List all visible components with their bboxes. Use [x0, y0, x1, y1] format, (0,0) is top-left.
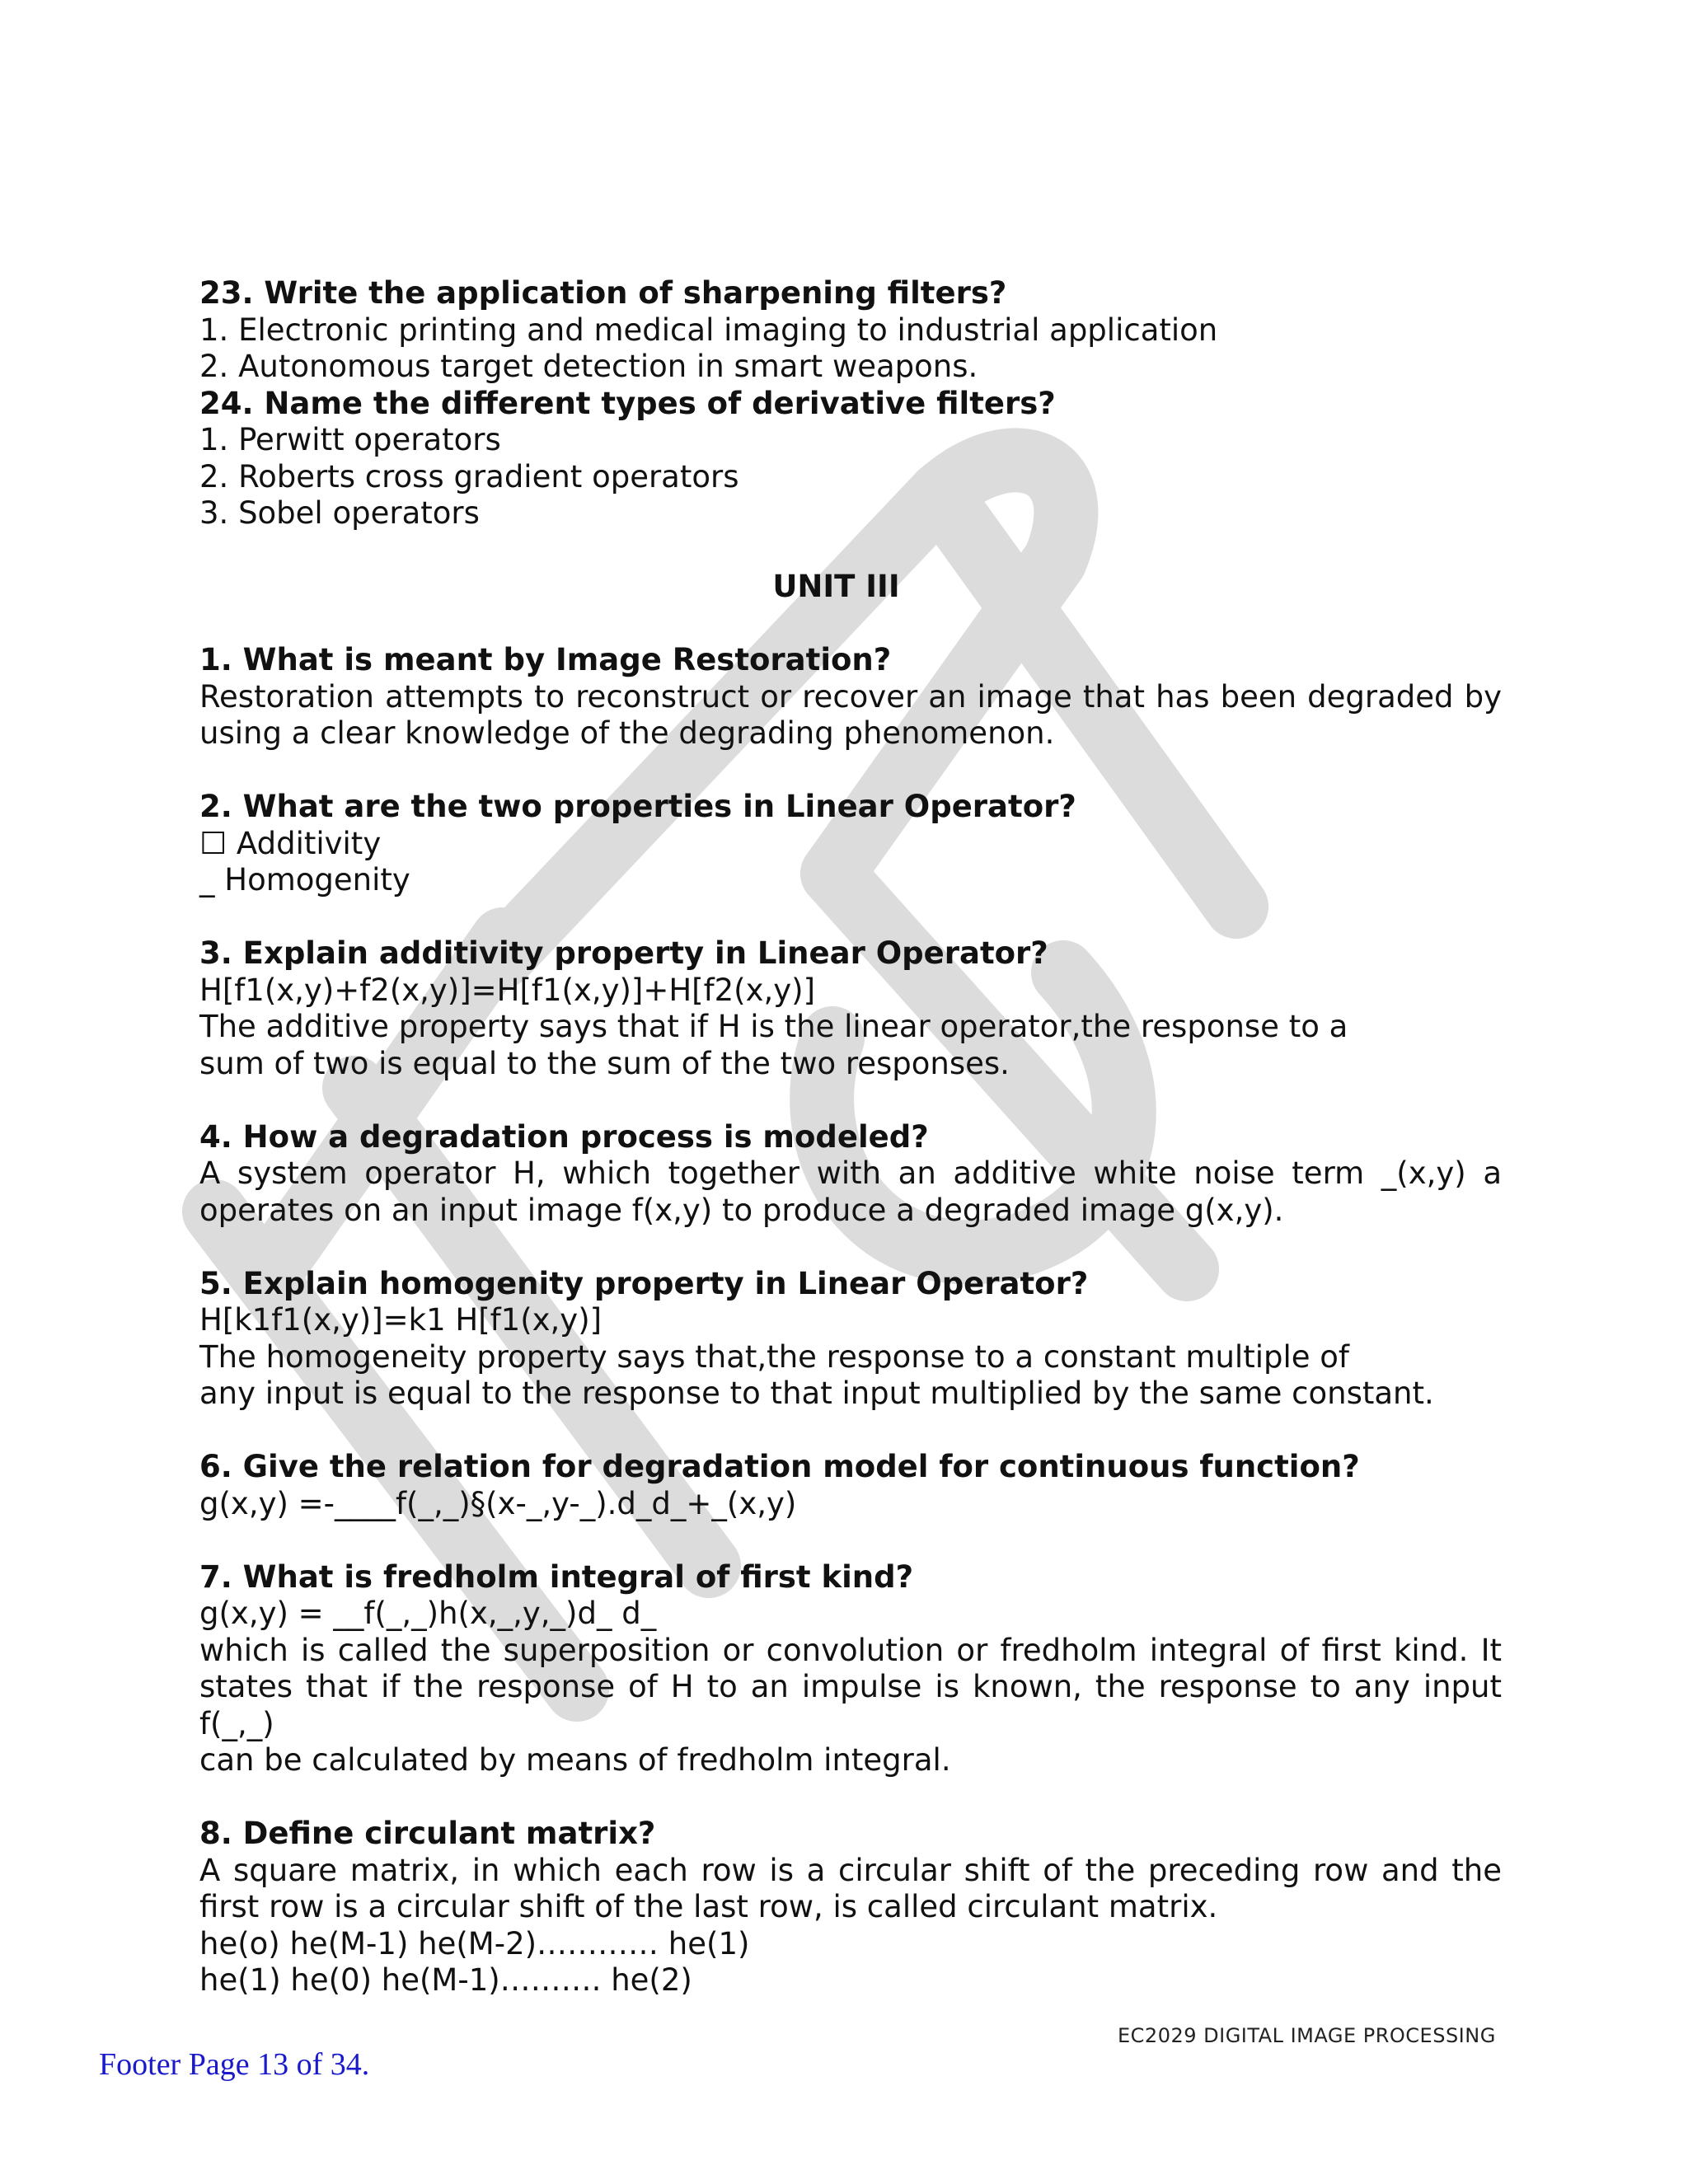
question-5: 5. Explain homogenity property in Linear Operator? [199, 1265, 1089, 1301]
question-24: 24. Name the different types of derivative filters? [199, 385, 1056, 421]
formula: H[f1(x,y)+f2(x,y)]=H[f1(x,y)]+H[f2(x,y)] [199, 972, 816, 1008]
answer-line: 1. Perwitt operators [199, 422, 501, 457]
question-3: 3. Explain additivity property in Linear Operator? [199, 935, 1048, 971]
formula: g(x,y) =-____f(_,_)§(x-_,y-_).d_d_+_(x,y) [199, 1485, 797, 1521]
answer-line: 2. Autonomous target detection in smart weapons. [199, 349, 978, 384]
question-4: 4. How a degradation process is modeled? [199, 1118, 929, 1155]
answer-line: The homogeneity property says that,the response to a constant multiple of [199, 1338, 1349, 1375]
question-1: 1. What is meant by Image Restoration? [199, 642, 892, 677]
answer-paragraph: A square matrix, in which each row is a circular shift of the preceding row and the first row is a circular shift of the last row, is called circulant matrix. [199, 1852, 1502, 1924]
page-footer: Footer Page 13 of 34. [99, 2047, 370, 2082]
answer-line: 3. Sobel operators [199, 495, 480, 531]
answer-line: The additive property says that if H is the linear operator,the response to a [199, 1009, 1348, 1044]
matrix-row: he(o) he(M-1) he(M-2)………… he(1) [199, 1925, 750, 1961]
answer-line: can be calculated by means of fredholm integral. [199, 1742, 951, 1778]
question-6: 6. Give the relation for degradation model for continuous function? [199, 1449, 1360, 1484]
answer-line: sum of two is equal to the sum of the two responses. [199, 1045, 1010, 1081]
answer-line: any input is equal to the response to that input multiplied by the same constant. [199, 1376, 1434, 1411]
unit-heading: UNIT III [772, 569, 900, 604]
question-7: 7. What is fredholm integral of first kind? [199, 1558, 914, 1595]
course-footer: EC2029 DIGITAL IMAGE PROCESSING [1118, 2024, 1496, 2047]
page-body [199, 275, 1502, 1999]
answer-line: ☐ Additivity [199, 825, 382, 861]
answer-line: _ Homogenity [199, 862, 410, 898]
question-23: 23. Write the application of sharpening filters? [199, 275, 1007, 311]
answer-line: 1. Electronic printing and medical imaging to industrial application [199, 312, 1218, 348]
answer-paragraph: A system operator H, which together with an additive white noise term _(x,y) a operates on an input image f(x,y) to produce a degraded image g(x,y). [199, 1155, 1502, 1228]
question-2: 2. What are the two properties in Linear Operator? [199, 789, 1076, 824]
answer-line: 2. Roberts cross gradient operators [199, 458, 739, 494]
answer-paragraph: Restoration attempts to reconstruct or recover an image that has been degraded by using a clear knowledge of the degrading phenomenon. [199, 678, 1502, 751]
formula: H[k1f1(x,y)]=k1 H[f1(x,y)] [199, 1302, 603, 1338]
answer-paragraph: which is called the superposition or convolution or fredholm integral of first kind. It states that if the response of H to an impulse is known, the response to any input f(_,_) [199, 1632, 1502, 1741]
matrix-row: he(1) he(0) he(M-1)………. he(2) [199, 1962, 692, 1998]
formula: g(x,y) = __f(_,_)h(x,_,y,_)d_ d_ [199, 1596, 657, 1631]
question-8: 8. Define circulant matrix? [199, 1816, 656, 1851]
